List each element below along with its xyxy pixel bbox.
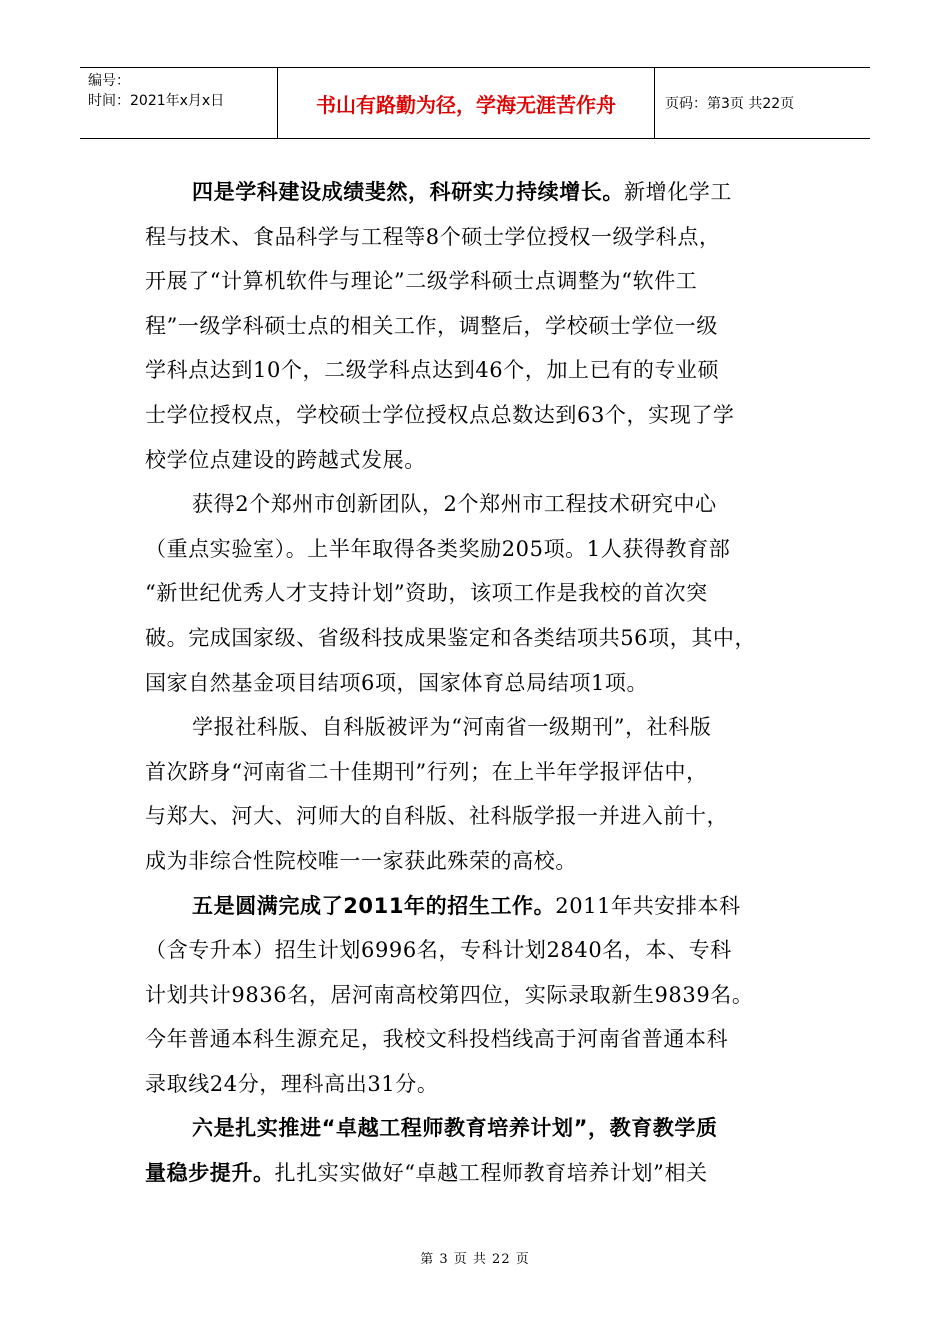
text-line (145, 259, 815, 304)
body-text: 开展了“计算机软件与理论”二级学科硕士点调整为“软件工 (145, 269, 698, 294)
body-text: （含专升本）招生计划6996名，专科计划2840名，本、专科 (145, 938, 732, 963)
time-label: 时间：2021年x月x日 (88, 93, 225, 109)
page-info: 页码：第3页 共22页 (665, 96, 795, 112)
body-text: （重点实验室）。上半年取得各类奖励205项。1人获得教育部 (145, 536, 731, 561)
body-text: 录取线24分，理科高出31分。 (145, 1071, 439, 1096)
code-label: 编号： (88, 73, 130, 89)
body-text: “新世纪优秀人才支持计划”资助，该项工作是我校的首次突 (145, 581, 708, 606)
paragraph (145, 705, 815, 883)
text-line (145, 661, 815, 706)
text-line (145, 839, 815, 884)
body-text: 学报社科版、自科版被评为“河南省一级期刊”，社科版 (192, 715, 712, 740)
text-line (145, 348, 815, 393)
header-meta-cell (80, 68, 278, 138)
body-text: 校学位点建设的跨越式发展。 (145, 447, 426, 472)
text-line (145, 1062, 815, 1107)
text-line (145, 1017, 815, 1062)
body-text: 计划共计9836名，居河南高校第四位，实际录取新生9839名。 (145, 982, 754, 1007)
body-text: 首次跻身“河南省二十佳期刊”行列；在上半年学报评估中， (145, 759, 708, 784)
text-line (145, 571, 815, 616)
body-text: 程”一级学科硕士点的相关工作，调整后，学校硕士学位一级 (145, 313, 718, 338)
body-text: 国家自然基金项目结项6项，国家体育总局结项1项。 (145, 670, 649, 695)
text-line (145, 1151, 815, 1196)
text-line (145, 482, 815, 527)
text-line (145, 170, 815, 215)
text-line (145, 705, 815, 750)
body-text: 2011年共安排本科 (555, 893, 741, 918)
bold-lead-text: 量稳步提升。 (145, 1161, 275, 1186)
paragraph (145, 482, 815, 705)
page-footer: 第 3 页 共 22 页 (420, 1252, 530, 1267)
text-line (145, 304, 815, 349)
page-header (80, 67, 870, 139)
text-line (145, 794, 815, 839)
paragraph (145, 884, 815, 1107)
document-body (145, 170, 815, 1196)
paragraph (145, 170, 815, 482)
text-line (145, 527, 815, 572)
header-page-cell (655, 68, 870, 138)
body-text: 士学位授权点，学校硕士学位授权点总数达到63个，实现了学 (145, 402, 735, 427)
body-text: 获得2个郑州市创新团队，2个郑州市工程技术研究中心 (192, 492, 717, 517)
text-line (145, 393, 815, 438)
text-line (145, 973, 815, 1018)
text-line (145, 750, 815, 795)
text-line (145, 928, 815, 973)
bold-lead-text: 四是学科建设成绩斐然，科研实力持续增长。 (192, 180, 624, 204)
body-text: 今年普通本科生源充足，我校文科投档线高于河南省普通本科 (145, 1027, 729, 1052)
body-text: 学科点达到10个，二级学科点达到46个，加上已有的专业硕 (145, 358, 720, 383)
body-text: 与郑大、河大、河师大的自科版、社科版学报一并进入前十， (145, 804, 729, 829)
header-motto-cell (278, 68, 655, 138)
text-line (145, 1106, 815, 1151)
text-line (145, 884, 815, 929)
body-text: 破。完成国家级、省级科技成果鉴定和各类结项共56项，其中， (145, 625, 757, 650)
body-text: 成为非综合性院校唯一一家获此殊荣的高校。 (145, 848, 577, 873)
text-line (145, 438, 815, 483)
text-line (145, 215, 815, 260)
bold-lead-text: 六是扎实推进“卓越工程师教育培养计划”，教育教学质 (192, 1116, 718, 1141)
body-text: 扎扎实实做好“卓越工程师教育培养计划”相关 (274, 1161, 708, 1186)
body-text: 新增化学工 (624, 180, 732, 204)
text-line (145, 616, 815, 661)
motto-text: 书山有路勤为径，学海无涯苦作舟 (316, 92, 616, 117)
body-text: 程与技术、食品科学与工程等8个硕士学位授权一级学科点， (145, 224, 721, 249)
paragraph (145, 1106, 815, 1195)
bold-lead-text: 五是圆满完成了2011年的招生工作。 (192, 893, 556, 918)
